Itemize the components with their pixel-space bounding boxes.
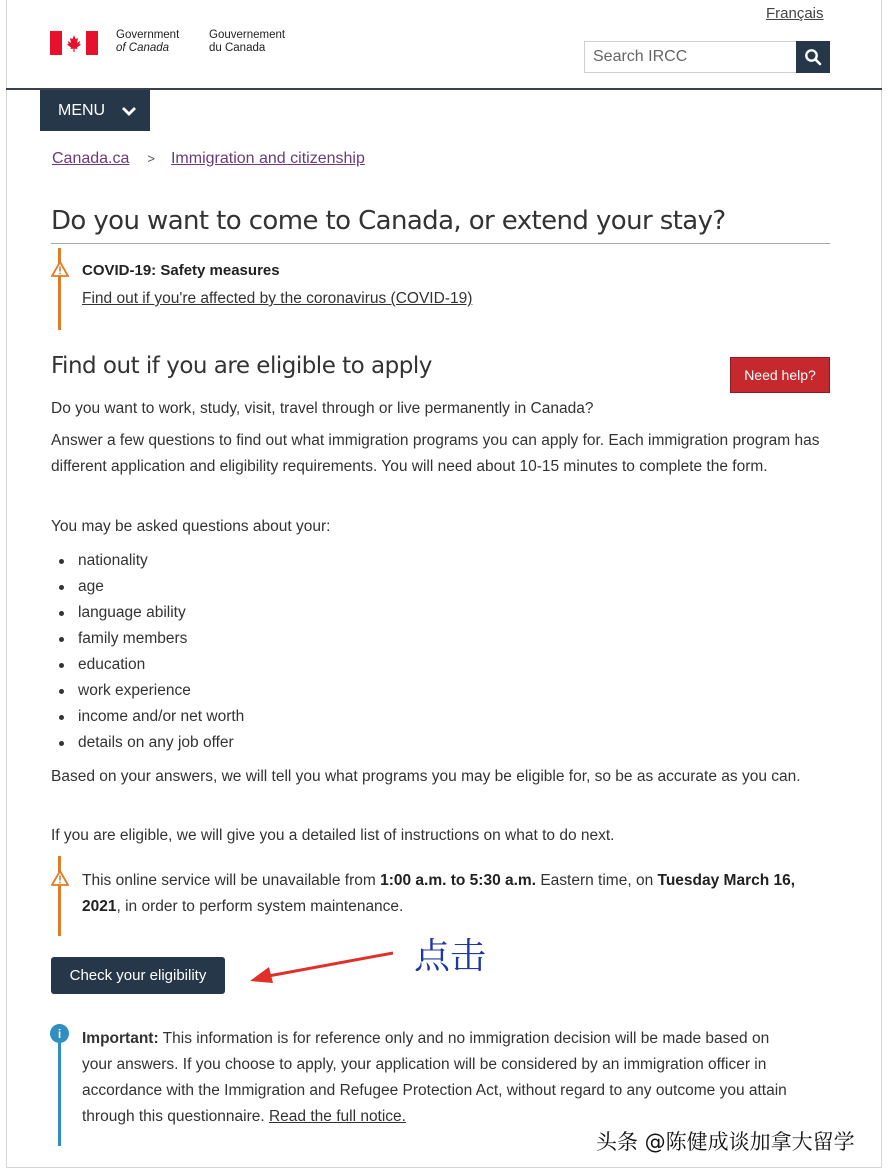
question-topics-list xyxy=(57,548,244,756)
covid-alert-title: COVID-19: Safety measures xyxy=(82,262,280,279)
list-item: work experience xyxy=(57,678,244,704)
important-notice xyxy=(82,1026,802,1130)
maintenance-date: Tuesday March 16, 2021 xyxy=(82,872,796,915)
menu-button[interactable] xyxy=(40,90,150,131)
government-signature-en[interactable] xyxy=(116,29,179,55)
search-button[interactable] xyxy=(796,41,830,73)
search-icon xyxy=(804,48,822,66)
list-item: family members xyxy=(57,626,244,652)
important-info-bar xyxy=(58,1038,61,1146)
government-signature-fr[interactable] xyxy=(209,29,285,55)
check-eligibility-button[interactable]: Check your eligibility xyxy=(51,957,225,994)
maintenance-text-2: Eastern time, on xyxy=(536,872,658,889)
important-text: This information is for reference only and no immigration decision will be made based on your answers. If you choose to apply, your application will be considered by an immigration officer in accordance with the Immigration and Refugee Protection Act, without regard to any outcome you attain through this questionnaire. xyxy=(82,1030,787,1125)
gov-en-line1: Government xyxy=(116,29,180,41)
questions-intro: You may be asked questions about your: xyxy=(51,518,331,535)
list-item: language ability xyxy=(57,600,244,626)
warning-icon xyxy=(51,261,69,277)
breadcrumb-link-immigration[interactable]: Immigration and citizenship xyxy=(170,150,365,167)
list-item: details on any job offer xyxy=(57,730,244,756)
page-title: Do you want to come to Canada, or extend your stay? xyxy=(51,206,830,244)
eligible-text: If you are eligible, we will give you a detailed list of instructions on what to do next. xyxy=(51,827,615,844)
list-item: income and/or net worth xyxy=(57,704,244,730)
breadcrumb-separator: > xyxy=(147,151,155,166)
search-form xyxy=(584,41,830,73)
list-item: nationality xyxy=(57,548,244,574)
important-label: Important: xyxy=(82,1030,159,1047)
read-full-notice-link[interactable]: Read the full notice. xyxy=(268,1108,406,1125)
warning-icon xyxy=(51,870,69,886)
need-help-button[interactable]: Need help? xyxy=(730,357,830,393)
info-icon: i xyxy=(50,1024,69,1043)
language-toggle-link[interactable]: Français xyxy=(766,5,824,22)
watermark: 头条 @陈健成谈加拿大留学 xyxy=(596,1130,855,1154)
canada-flag-icon xyxy=(50,31,98,55)
breadcrumb-link-canada[interactable]: Canada.ca xyxy=(52,150,130,167)
chevron-down-icon xyxy=(121,105,137,117)
gov-fr-line1: Gouvernement xyxy=(209,29,286,41)
maintenance-text-3: , in order to perform system maintenance. xyxy=(116,898,404,915)
intro-text: Answer a few questions to find out what immigration programs you can apply for. Each immigration program has different application and eligibility requirements. You will need about 10-15 minutes to complete the form. xyxy=(51,432,820,475)
gov-en-line2: of Canada xyxy=(116,42,170,54)
maintenance-notice xyxy=(82,868,822,920)
maintenance-text-1: This online service will be unavailable from xyxy=(82,872,381,889)
list-item: education xyxy=(57,652,244,678)
maintenance-alert-bar xyxy=(58,856,61,936)
intro-question: Do you want to work, study, visit, travel through or live permanently in Canada? xyxy=(51,400,594,417)
covid-alert-link[interactable]: Find out if you're affected by the coronavirus (COVID-19) xyxy=(82,290,473,307)
eligibility-heading: Find out if you are eligible to apply xyxy=(51,353,432,379)
gov-fr-line2: du Canada xyxy=(209,42,266,54)
search-input[interactable] xyxy=(584,41,796,73)
annotation-arrow-icon xyxy=(245,945,395,987)
menu-label: MENU xyxy=(58,101,106,119)
maintenance-time: 1:00 a.m. to 5:30 a.m. xyxy=(380,872,537,889)
breadcrumb xyxy=(52,150,365,168)
list-item: age xyxy=(57,574,244,600)
annotation-click-label: 点击 xyxy=(414,936,487,977)
answers-text: Based on your answers, we will tell you what programs you may be eligible for, so be as accurate as you can. xyxy=(51,768,801,785)
